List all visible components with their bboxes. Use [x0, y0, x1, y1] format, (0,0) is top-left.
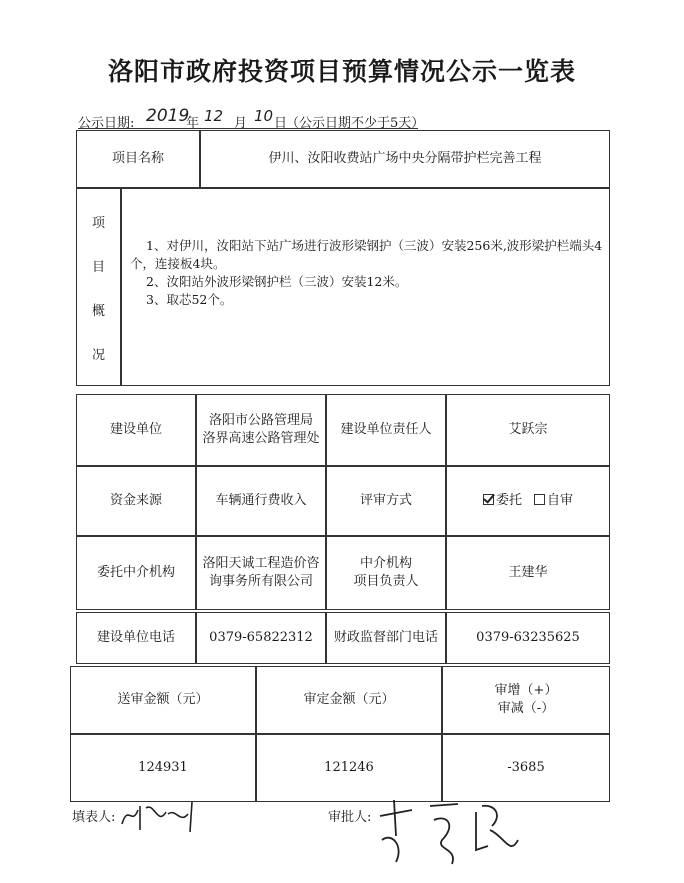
- publication-date-line: [78, 108, 618, 130]
- finance-phone-value: 0379-63235625: [446, 612, 610, 664]
- funding-source-value: 车辆通行费收入: [196, 466, 326, 536]
- overview-line: 3、取芯52个。: [146, 292, 233, 308]
- date-day: 10: [254, 107, 274, 125]
- review-option-entrust-label: 委托: [495, 493, 522, 509]
- date-year-unit: 年: [186, 116, 200, 131]
- overview-line: 2、汝阳站外波形梁钢护栏（三波）安装12米。: [146, 274, 408, 290]
- date-day-unit: 日: [274, 116, 288, 131]
- construction-unit-line: 洛界高速公路管理处: [202, 431, 320, 446]
- approver-signature: [372, 796, 522, 871]
- approver-label: 审批人:: [328, 810, 372, 825]
- date-note: （公示日期不少于5天）: [286, 116, 425, 131]
- difference-label: [442, 666, 610, 734]
- difference-value: -3685: [442, 734, 610, 802]
- filler-label: 填表人:: [72, 810, 116, 825]
- overview-label-char: 项: [91, 215, 105, 231]
- agency-value-line: 询事务所有限公司: [208, 574, 313, 589]
- unit-phone-label: 建设单位电话: [76, 612, 196, 664]
- construction-unit-label: 建设单位: [76, 394, 196, 466]
- overview-line: 1、对伊川，汝阳站下站广场进行波形梁钢护（三波）安装256米,波形梁护栏端头4个，连接板4块。: [130, 238, 603, 272]
- review-method-label: 评审方式: [326, 466, 446, 536]
- submitted-amount-value: 124931: [70, 734, 256, 802]
- page-title: 洛阳市政府投资项目预算情况公示一览表: [107, 57, 576, 86]
- overview-content: [121, 188, 610, 386]
- project-name-label: 项目名称: [76, 130, 200, 188]
- unit-phone-value: 0379-65822312: [196, 612, 326, 664]
- agency-value-line: 洛阳天诚工程造价咨: [202, 556, 320, 572]
- review-option-self[interactable]: [534, 492, 573, 510]
- agency-label: 委托中介机构: [76, 536, 196, 610]
- approved-amount-value: 121246: [256, 734, 442, 802]
- difference-label-line: 审减（-）: [497, 701, 555, 716]
- overview-label-char: 目: [91, 259, 105, 275]
- overview-label-char: 概: [91, 303, 105, 319]
- approved-amount-label: 审定金额（元）: [256, 666, 442, 734]
- overview-label-char: 况: [91, 347, 105, 363]
- date-underline: [78, 128, 418, 129]
- finance-phone-label: 财政监督部门电话: [326, 612, 446, 664]
- review-method-options: [446, 466, 610, 536]
- agency-value: [196, 536, 326, 610]
- difference-label-line: 审增（+）: [494, 683, 558, 699]
- review-option-entrust[interactable]: [483, 492, 522, 510]
- agency-responsible-label: [326, 536, 446, 610]
- agency-responsible-label-line: 中介机构: [359, 556, 412, 572]
- empty-checkbox-icon[interactable]: [534, 494, 545, 505]
- checked-checkbox-icon[interactable]: [483, 494, 494, 505]
- agency-responsible-label-line: 项目负责人: [353, 574, 419, 589]
- overview-label: [76, 188, 121, 386]
- date-label: 公示日期:: [78, 116, 135, 131]
- review-option-self-label: 自审: [547, 493, 574, 509]
- date-month: 12: [204, 107, 224, 125]
- construction-unit-line: 洛阳市公路管理局: [208, 413, 313, 429]
- filler-signature: [118, 796, 208, 836]
- agency-responsible-value: 王建华: [446, 536, 610, 610]
- project-name-value: 伊川、汝阳收费站广场中央分隔带护栏完善工程: [200, 130, 610, 188]
- submitted-amount-label: 送审金额（元）: [70, 666, 256, 734]
- date-year: 2019: [146, 106, 190, 126]
- construction-responsible-value: 艾跃宗: [446, 394, 610, 466]
- funding-source-label: 资金来源: [76, 466, 196, 536]
- construction-unit-value: [196, 394, 326, 466]
- construction-responsible-label: 建设单位责任人: [326, 394, 446, 466]
- date-month-unit: 月: [234, 116, 248, 131]
